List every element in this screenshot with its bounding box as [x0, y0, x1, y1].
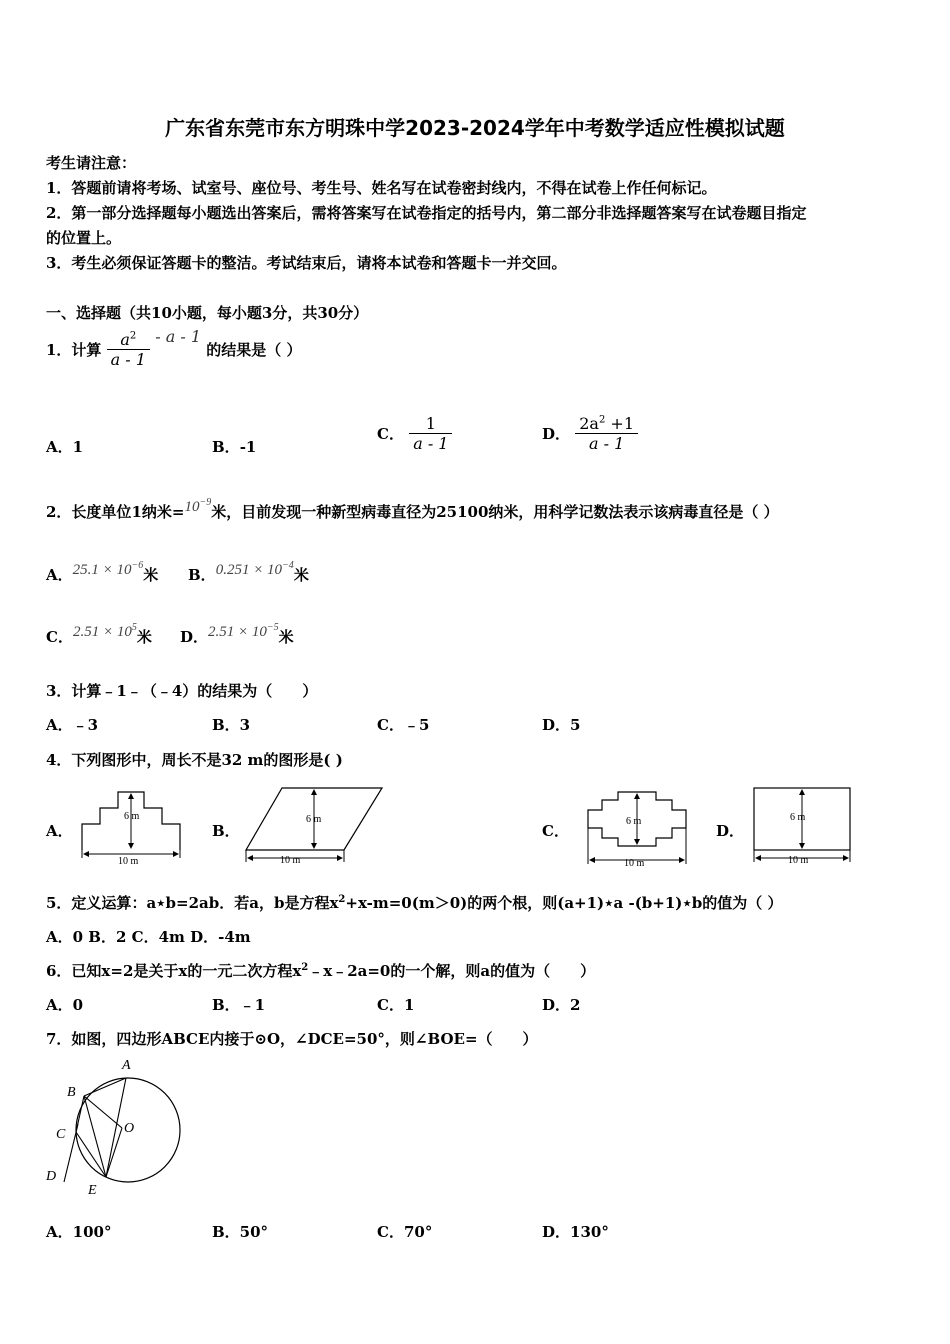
- q3-option-a: A．﹣3: [46, 716, 99, 734]
- question-6: 6．已知x=2是关于x的一元二次方程$x^2﹣x﹣2a=0$的一个解，则a的值为（ ）: [46, 962, 596, 980]
- q4-figure-b: [240, 784, 388, 870]
- q7-point-e: E: [88, 1183, 97, 1198]
- q4-label-d: D．: [716, 822, 745, 840]
- q2-option-a: A．$25.1 \times 10^{-6}$米: [46, 560, 159, 584]
- q2-nano: $10^{-9}$: [184, 497, 212, 515]
- page-title: 广东省东莞市东方明珠中学2023-2024学年中考数学适应性模拟试题: [165, 116, 785, 140]
- q4-a-width-label: 10 m: [118, 856, 139, 867]
- q2-suffix: 米，目前发现一种新型病毒直径为25100纳米，用科学记数法表示该病毒直径是（ ）: [211, 503, 779, 521]
- q1-option-d: D． $\frac{2a^2 +1}{a - 1}$: [542, 414, 638, 453]
- q1-option-c-fraction: $\frac{1}{a - 1}$: [409, 414, 452, 453]
- q2-option-c: C．$2.51 \times 10^5$米: [46, 622, 152, 646]
- q7-point-d: D: [46, 1169, 57, 1184]
- q4-figure-d: [748, 784, 856, 870]
- q4-figure-a: [76, 784, 188, 868]
- q1-option-b: B．-1: [212, 438, 257, 456]
- q1-option-d-fraction: $\frac{2a^2 +1}{a - 1}$: [575, 414, 638, 453]
- q1-frac-den: a - 1: [110, 350, 146, 369]
- q4-b-width-label: 10 m: [280, 855, 301, 866]
- section-heading: 一、选择题（共10小题，每小题3分，共30分）: [46, 304, 369, 322]
- question-4: 4．下列图形中，周长不是32 m的图形是( ): [46, 751, 343, 769]
- q3-option-b: B．3: [212, 716, 251, 734]
- q7-option-d: D．130°: [542, 1223, 609, 1241]
- q7-point-o: O: [124, 1121, 135, 1136]
- q1-frac-num: a: [120, 330, 130, 349]
- q6-option-b: B．﹣1: [212, 996, 266, 1014]
- q2-option-d: D．$2.51 \times 10^{-5}$米: [180, 622, 294, 646]
- q6-option-d: D．2: [542, 996, 581, 1014]
- notice-item-3: 3．考生必须保证答题卡的整洁。考试结束后，请将本试卷和答题卡一并交回。: [46, 254, 567, 272]
- notice-item-1: 1．答题前请将考场、试室号、座位号、考生号、姓名写在试卷密封线内，不得在试卷上作任何标记。: [46, 179, 717, 197]
- q1-frac-sup: 2: [129, 330, 137, 342]
- q5-options: A．0 B．2 C．4m D．-4m: [46, 928, 251, 946]
- q4-c-height-label: 6 m: [626, 816, 642, 827]
- q1-option-c: C． $\frac{1}{a - 1}$: [377, 414, 452, 453]
- question-3: 3．计算﹣1﹣（﹣4）的结果为（ ）: [46, 682, 318, 700]
- q1-suffix: 的结果是（ ）: [206, 341, 302, 359]
- q7-point-b: B: [67, 1085, 76, 1100]
- q3-option-d: D．5: [542, 716, 581, 734]
- question-7: 7．如图，四边形ABCE内接于⊙O，∠DCE=50°，则∠BOE=（ ）: [46, 1030, 538, 1048]
- q7-option-c: C．70°: [377, 1223, 433, 1241]
- q4-d-height-label: 6 m: [790, 812, 806, 823]
- notice-item-2-cont: 的位置上。: [46, 229, 122, 247]
- q2-prefix: 2．长度单位1纳米=: [46, 503, 185, 521]
- notice-item-2: 2．第一部分选择题每小题选出答案后，需将答案写在试卷指定的括号内，第二部分非选择题答案写在试卷题目指定: [46, 204, 807, 222]
- q4-label-a: A．: [46, 822, 73, 840]
- q3-option-c: C．﹣5: [377, 716, 430, 734]
- q1-minus-term: - a - 1: [155, 326, 201, 346]
- q4-d-width-label: 10 m: [788, 855, 809, 866]
- q4-a-height-label: 6 m: [124, 811, 140, 822]
- q4-b-height-label: 6 m: [306, 814, 322, 825]
- q1-option-a: A．1: [46, 438, 84, 456]
- q7-option-b: B．50°: [212, 1223, 269, 1241]
- question-5: 5．定义运算：a⋆b=2ab．若a，b是方程$x^2+x-m=0(m>0)$的两个根，则(a+1)⋆a -(b+1)⋆b的值为（ ）: [46, 894, 783, 912]
- notice-heading: 考生请注意：: [46, 154, 137, 172]
- q2-option-b: B．$0.251 \times 10^{-4}$米: [188, 560, 309, 584]
- q1-fraction: [107, 330, 150, 369]
- q4-label-c: C．: [542, 822, 569, 840]
- q6-option-c: C．1: [377, 996, 415, 1014]
- q6-option-a: A．0: [46, 996, 84, 1014]
- q4-c-width-label: 10 m: [624, 858, 645, 869]
- q7-point-a: A: [122, 1058, 131, 1073]
- question-1: [46, 326, 302, 369]
- q7-circle-figure: [40, 1054, 190, 1200]
- question-2: [46, 497, 779, 522]
- q7-point-c: C: [56, 1127, 66, 1142]
- q4-figure-c: [582, 784, 692, 872]
- q1-prefix: 1．计算: [46, 341, 102, 359]
- q7-option-a: A．100°: [46, 1223, 112, 1241]
- q4-label-b: B．: [212, 822, 240, 840]
